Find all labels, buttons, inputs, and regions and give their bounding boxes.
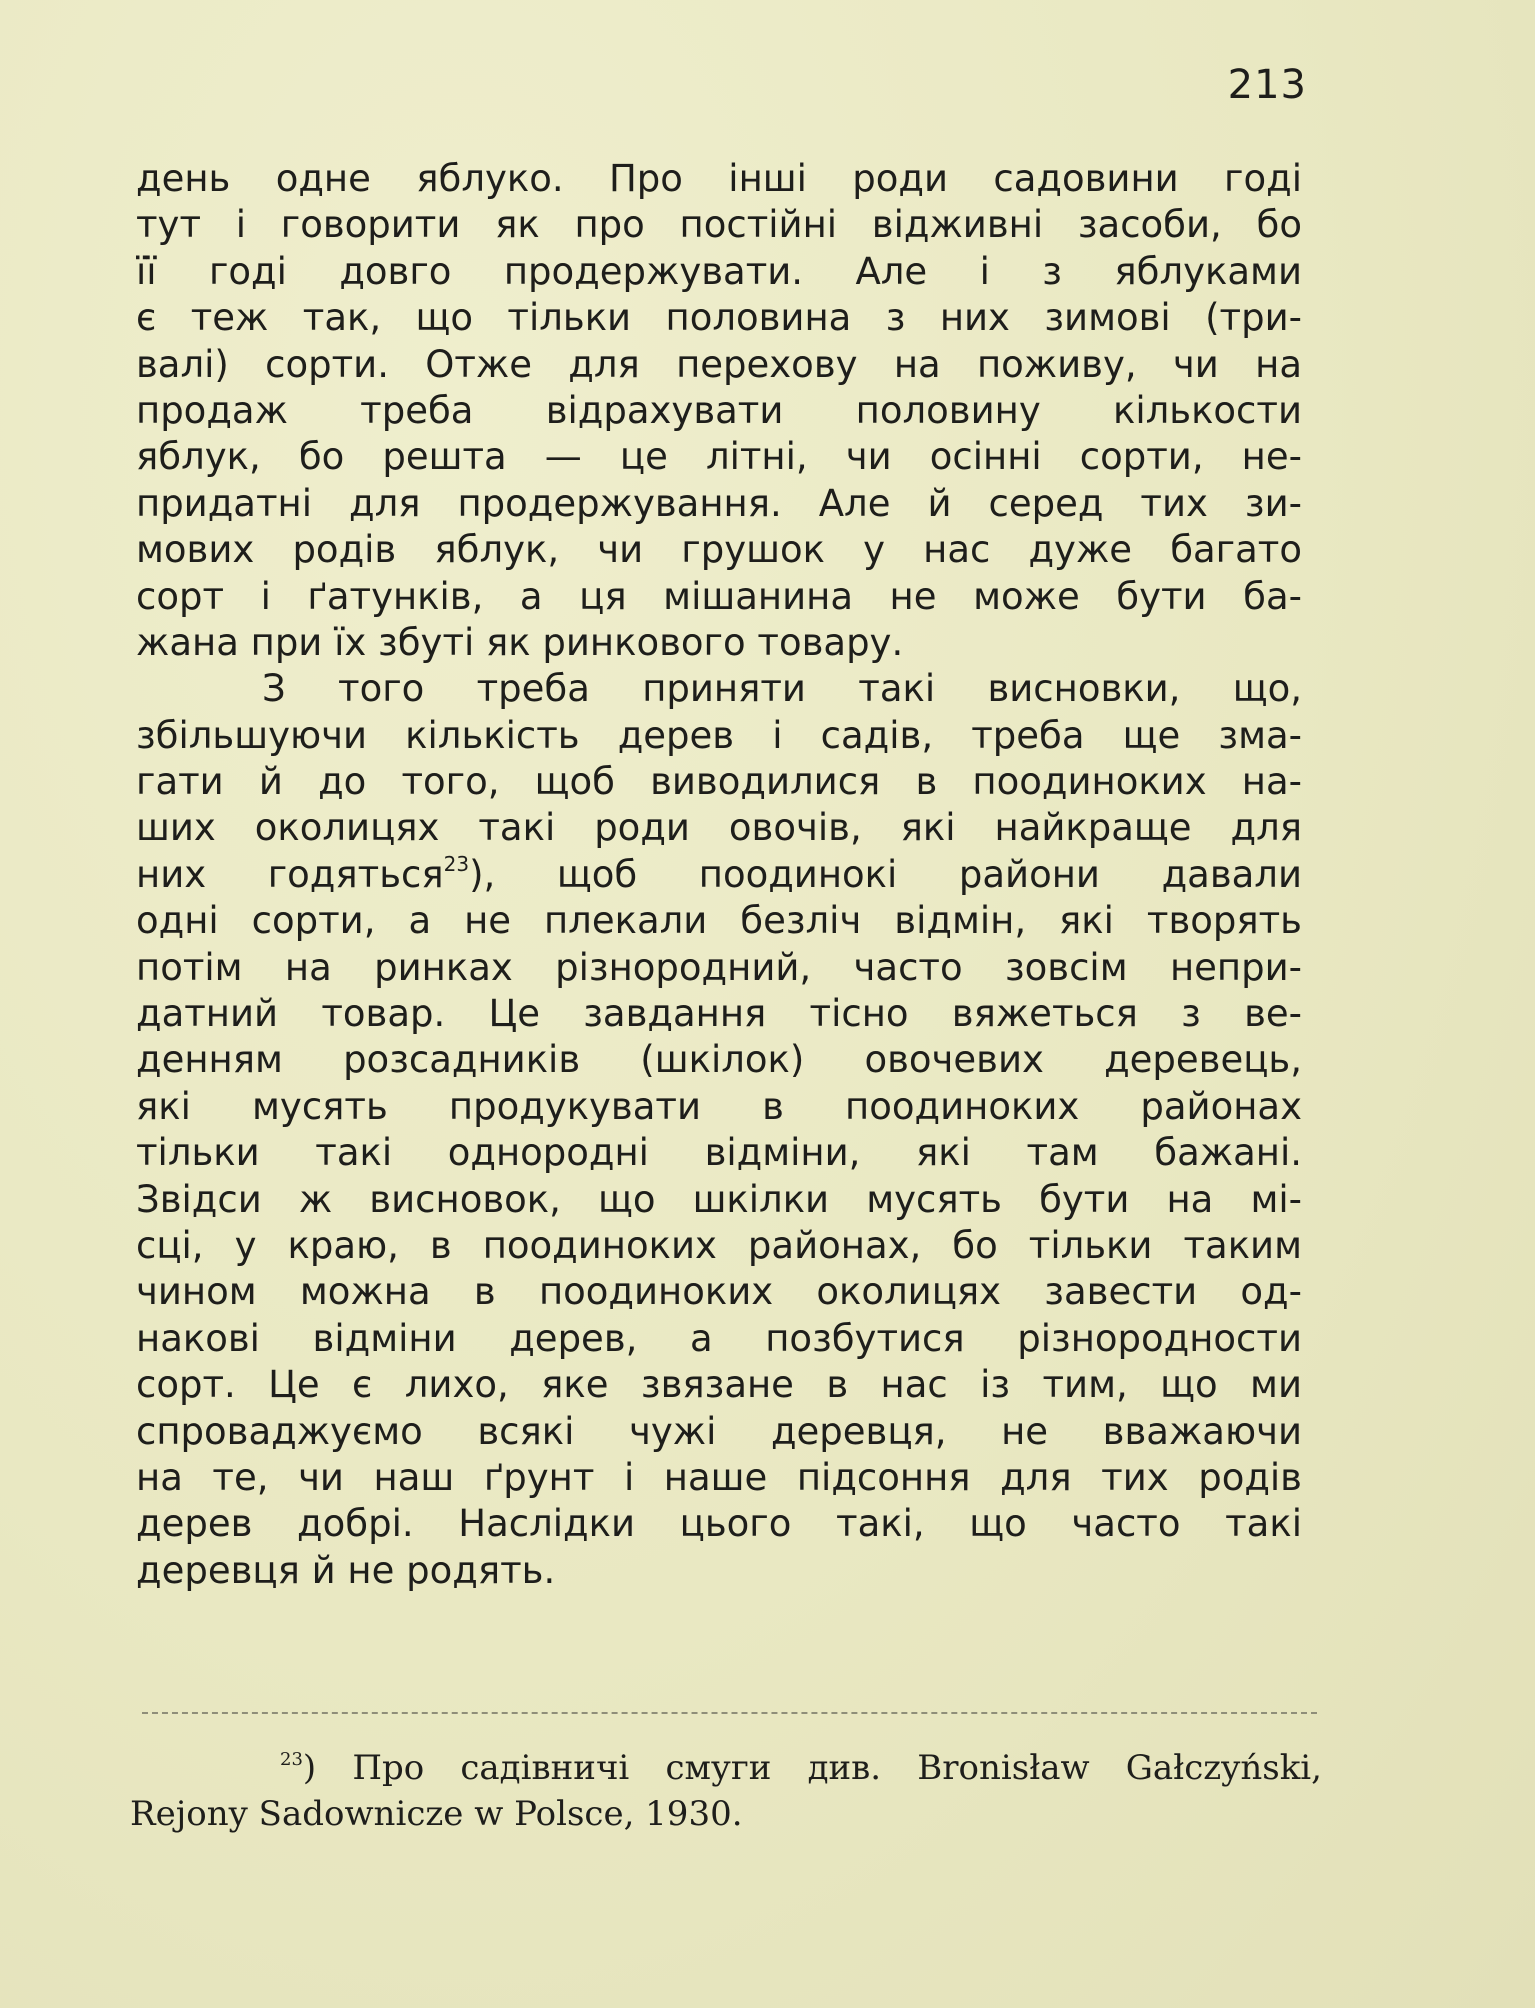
text-line: є теж так, що тільки половина з них зимові (три- (136, 296, 1302, 340)
text-line: чином можна в поодиноких околицях завести од- (136, 1270, 1302, 1314)
footnote (130, 1745, 1322, 1837)
text-line: дерев добрі. Наслідки цього такі, що часто такі (136, 1502, 1302, 1546)
text-line: мових родів яблук, чи грушок у нас дуже багато (136, 528, 1302, 572)
text-line: збільшуючи кількість дерев і садів, треба ще зма- (136, 713, 1302, 757)
footnote-line: Rejony Sadownicze w Polsce, 1930. (130, 1794, 743, 1834)
text-line: спроваджуємо всякі чужі деревця, не вважаючи (136, 1409, 1302, 1453)
text-line: її годі довго продержувати. Але і з яблуками (136, 249, 1302, 293)
footnote-reference[interactable]: 23 (443, 851, 470, 876)
text-line: гати й до того, щоб виводилися в поодиноких на- (136, 760, 1302, 804)
text-line: деревця й не родять. (136, 1548, 556, 1592)
text-line: жана при їх збуті як ринкового товару. (136, 620, 904, 664)
footnote-divider (142, 1712, 1317, 1714)
text-line: одні сорти, а не плекали безліч відмін, які творять (136, 899, 1302, 943)
text-fragment: ), щоб поодинокі райони давали (469, 852, 1302, 896)
footnote-line (130, 1745, 1322, 1791)
text-line: які мусять продукувати в поодиноких районах (136, 1084, 1302, 1128)
text-line: валі) сорти. Отже для перехову на поживу, чи на (136, 342, 1302, 386)
text-line: яблук, бо решта — це літні, чи осінні сорти, не- (136, 435, 1302, 479)
footnote-marker: 23 (280, 1749, 303, 1770)
text-line: придатні для продержування. Але й серед тих зи- (136, 481, 1302, 525)
body-text (136, 156, 1302, 1594)
text-fragment: них годяться (136, 852, 444, 896)
text-line: на те, чи наш ґрунт і наше підсоння для тих родів (136, 1455, 1302, 1499)
text-line: тут і говорити як про постійні відживні засоби, бо (136, 203, 1302, 247)
text-line-with-footnote-ref (136, 852, 1302, 898)
text-line: денням розсадників (шкілок) овочевих деревець, (136, 1038, 1302, 1082)
text-line: тільки такі однородні відміни, які там бажані. (136, 1131, 1302, 1175)
text-line: сорт і ґатунків, а ця мішанина не може бути ба- (136, 574, 1302, 618)
text-line: продаж треба відрахувати половину кількости (136, 388, 1302, 432)
text-line: накові відміни дерев, а позбутися різнородности (136, 1316, 1302, 1360)
text-line: потім на ринках різнородний, часто зовсім непри- (136, 945, 1302, 989)
text-line: Звідси ж висновок, що шкілки мусять бути на мі- (136, 1177, 1302, 1221)
text-line: датний товар. Це завдання тісно вяжеться з ве- (136, 992, 1302, 1036)
page-number: 213 (1227, 62, 1307, 108)
footnote-text: ) Про садівничі смуги див. Bronisław Gałczyński, (302, 1748, 1322, 1788)
paragraph-start-line: З того треба приняти такі висновки, що, (262, 667, 1302, 711)
text-line: день одне яблуко. Про інші роди садовини годі (136, 157, 1302, 200)
text-line: сорт. Це є лихо, яке звязане в нас із тим, що ми (136, 1363, 1302, 1407)
text-line: ших околицях такі роди овочів, які найкраще для (136, 806, 1302, 850)
text-line: сці, у краю, в поодиноких районах, бо тільки таким (136, 1223, 1302, 1267)
